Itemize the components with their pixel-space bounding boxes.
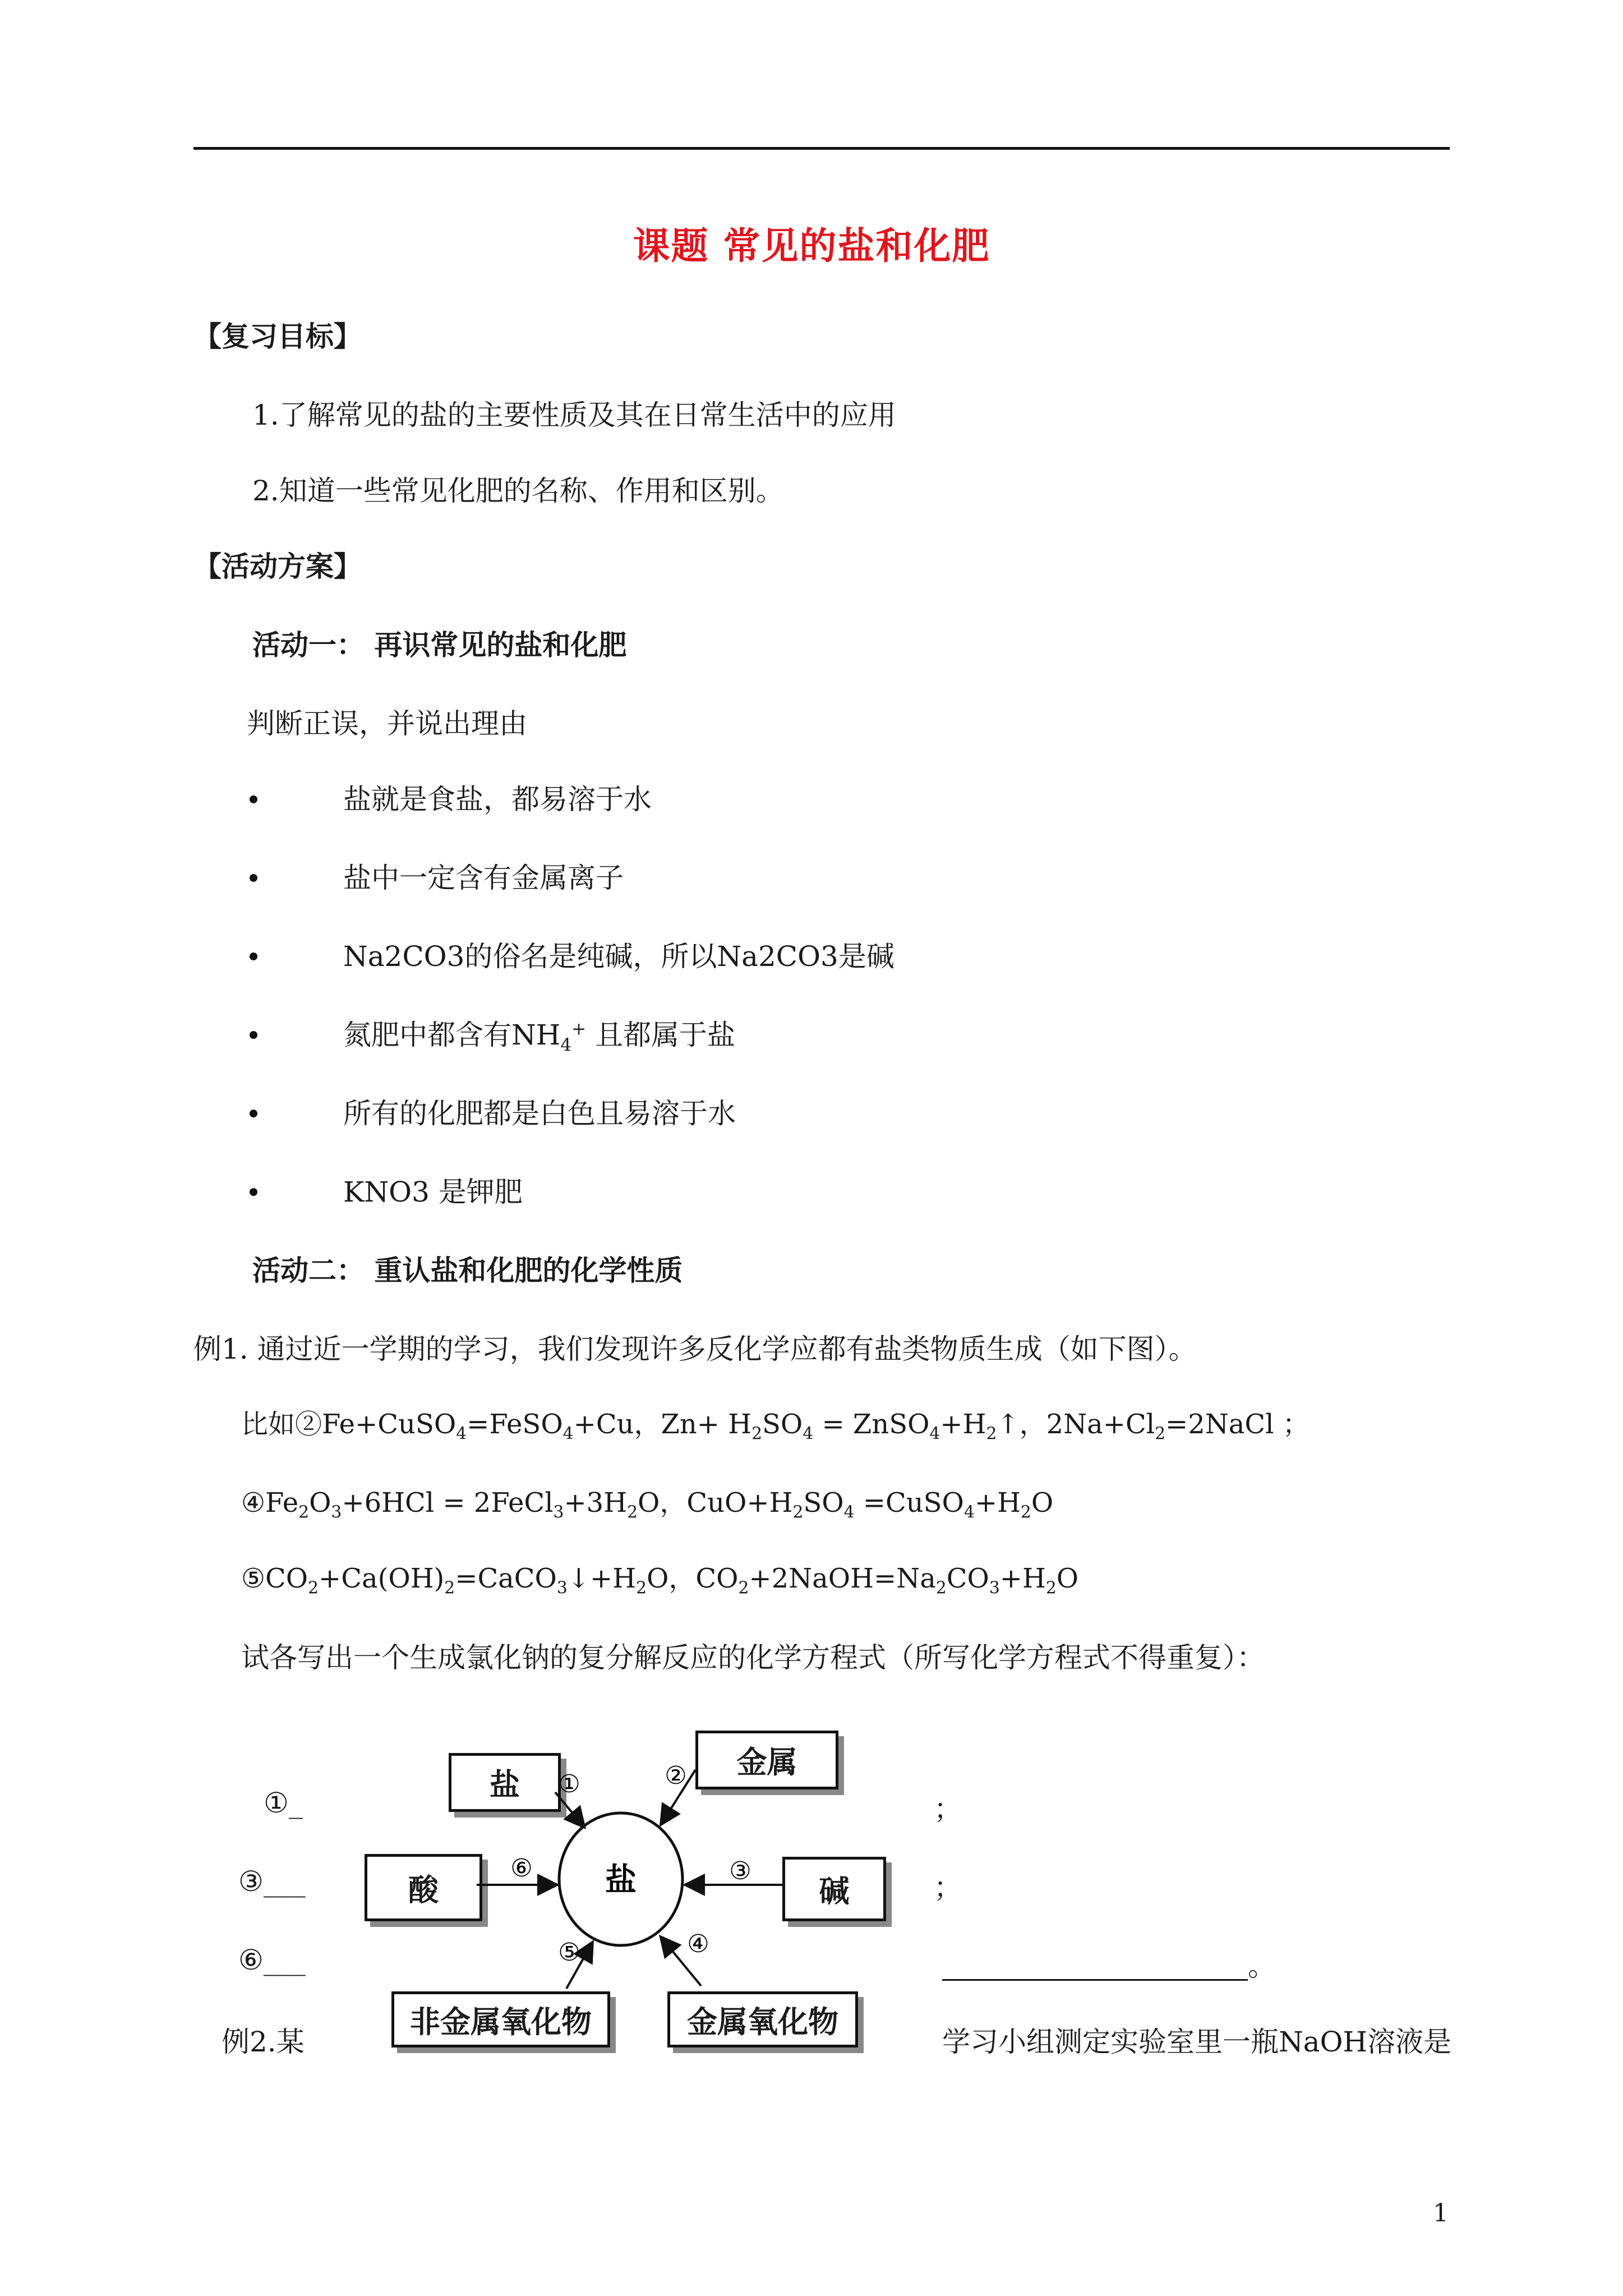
ammonium-ion: $NH_4^+$ bbox=[511, 1019, 587, 1055]
statement-4: 氮肥中都含有$NH_4^+$ 且都属于盐 bbox=[343, 1019, 735, 1055]
bullet-4 bbox=[250, 1031, 257, 1039]
equations-line-1: 比如②Fe+CuSO$_4$=FeSO$_4$+Cu，$Zn+ H_2SO_4$ = $ZnSO_4+H_2↑$，$2Na+Cl_2=2NaCl$ ； bbox=[241, 1409, 1310, 1444]
page-title: 课题 常见的盐和化肥 bbox=[633, 224, 990, 268]
task-prompt: 试各写出一个生成氯化钠的复分解反应的化学方程式（所写化学方程式不得重复）： bbox=[241, 1641, 1265, 1674]
statement-2: 盐中一定含有金属离子 bbox=[343, 862, 624, 894]
activity-plan-heading: 【活动方案】 bbox=[193, 550, 362, 583]
arrow-label-6: ⑥ bbox=[510, 1854, 533, 1883]
page-number: 1 bbox=[1433, 2199, 1449, 2228]
answer-3-label: ③___ bbox=[238, 1865, 306, 1898]
answer-3-end: ； bbox=[934, 1871, 962, 1904]
bullet-3 bbox=[250, 953, 257, 960]
top-rule bbox=[193, 147, 1450, 150]
bullet-5 bbox=[250, 1110, 257, 1117]
bullet-1 bbox=[250, 795, 257, 803]
statement-5: 所有的化肥都是白色且易溶于水 bbox=[343, 1097, 736, 1130]
example-2-end: 学习小组测定实验室里一瓶NaOH溶液是 bbox=[942, 2026, 1452, 2058]
statement-1: 盐就是食盐，都易溶于水 bbox=[343, 783, 652, 816]
node-salt: 盐 bbox=[449, 1753, 561, 1812]
arrow-label-2: ② bbox=[665, 1761, 687, 1790]
example-2-start: 例2.某 bbox=[222, 2026, 305, 2058]
arrow-label-1: ① bbox=[558, 1770, 580, 1798]
goal-2: 2.知道一些常见化肥的名称、作用和区别。 bbox=[252, 475, 784, 507]
answer-6-end: 。 bbox=[1248, 1950, 1276, 1982]
node-acid: 酸 bbox=[365, 1854, 482, 1921]
statement-3: Na2CO3的俗名是纯碱，所以Na2CO3是碱 bbox=[343, 940, 895, 973]
statement-6: KNO3 是钾肥 bbox=[343, 1176, 523, 1208]
bullet-6 bbox=[250, 1188, 257, 1196]
node-nonmetal-oxide: 非金属氧化物 bbox=[391, 1991, 610, 2047]
arrow-label-5: ⑤ bbox=[558, 1938, 580, 1967]
equations-line-2: $④Fe_2O_3+6HCl$ = $2FeCl_3+3H_2O$，$CuO+H_2SO_4$ $=CuSO_4+H_2O$ bbox=[241, 1487, 1054, 1522]
statement-4-text: 氮肥中都含有 bbox=[343, 1019, 511, 1051]
diagram-arrows bbox=[348, 1708, 909, 2078]
answer-1-label: ①_ bbox=[264, 1787, 303, 1819]
goal-1: 1.了解常见的盐的主要性质及其在日常生活中的应用 bbox=[252, 399, 896, 431]
answer-1-end: ； bbox=[934, 1793, 962, 1825]
answer-6-label: ⑥___ bbox=[238, 1944, 306, 1976]
node-metal: 金属 bbox=[695, 1731, 838, 1789]
equations-line-3: $⑤CO_2+Ca(OH)_2=CaCO_3↓+H_2O$，$CO_2+2NaOH=Na_2CO_3+H_2O$ bbox=[241, 1563, 1079, 1598]
activity-1-heading: 活动一： 再识常见的盐和化肥 bbox=[252, 628, 627, 661]
answer-6-blank[interactable] bbox=[942, 1979, 1248, 1981]
activity-2-heading: 活动二： 重认盐和化肥的化学性质 bbox=[252, 1254, 683, 1287]
salt-reaction-diagram bbox=[348, 1708, 909, 2078]
center-label: 盐 bbox=[605, 1862, 637, 1898]
node-base: 碱 bbox=[782, 1857, 886, 1921]
judge-prompt: 判断正误，并说出理由 bbox=[247, 707, 527, 740]
bullet-2 bbox=[250, 874, 257, 882]
review-goals-heading: 【复习目标】 bbox=[193, 320, 362, 353]
example-1: 例1. 通过近一学期的学习，我们发现许多反化学应都有盐类物质生成（如下图）。 bbox=[193, 1333, 1197, 1365]
node-metal-oxide: 金属氧化物 bbox=[667, 1991, 858, 2047]
arrow-label-3: ③ bbox=[729, 1857, 751, 1885]
arrow-label-4: ④ bbox=[687, 1930, 709, 1958]
